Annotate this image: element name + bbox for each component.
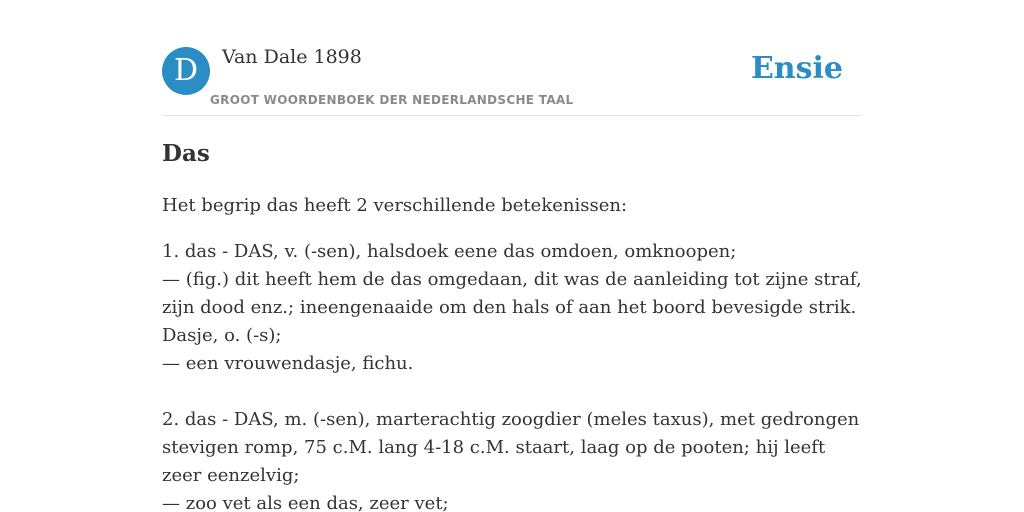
- definition-line: — zoo vet als een das, zeer vet;: [162, 493, 449, 512]
- dictionary-avatar[interactable]: D: [162, 47, 210, 95]
- definition-line: 2. das - DAS, m. (-sen), marterachtig zoogdier (meles taxus), met gedrongen stevigen romp, 75 c.M. lang 4-18 c.M. staart, laag op de pooten; hij leeft zeer eenzelvig;: [162, 409, 860, 486]
- definition-line: — (fig.) dit heeft hem de das omgedaan, dit was de aanleiding tot zijne straf, zijn dood enz.; ineengenaaide om den hals of aan het boord bevesigde strik. Dasje, o. (-s);: [162, 269, 862, 346]
- entry-intro: Het begrip das heeft 2 verschillende betekenissen:: [162, 195, 628, 216]
- entry-word: Das: [162, 140, 210, 167]
- definition-line: 1. das - DAS, v. (-sen), halsdoek eene das omdoen, omknoopen;: [162, 241, 737, 262]
- dictionary-title[interactable]: Van Dale 1898: [222, 46, 362, 68]
- dictionary-subtitle: GROOT WOORDENBOEK DER NEDERLANDSCHE TAAL: [210, 93, 574, 107]
- header: [162, 46, 862, 116]
- definition-2: [162, 406, 862, 512]
- ensie-logo-link[interactable]: Ensie: [750, 51, 843, 86]
- entry-content: [162, 138, 862, 512]
- definition-1: [162, 238, 862, 378]
- definition-line: — een vrouwendasje, fichu.: [162, 353, 414, 374]
